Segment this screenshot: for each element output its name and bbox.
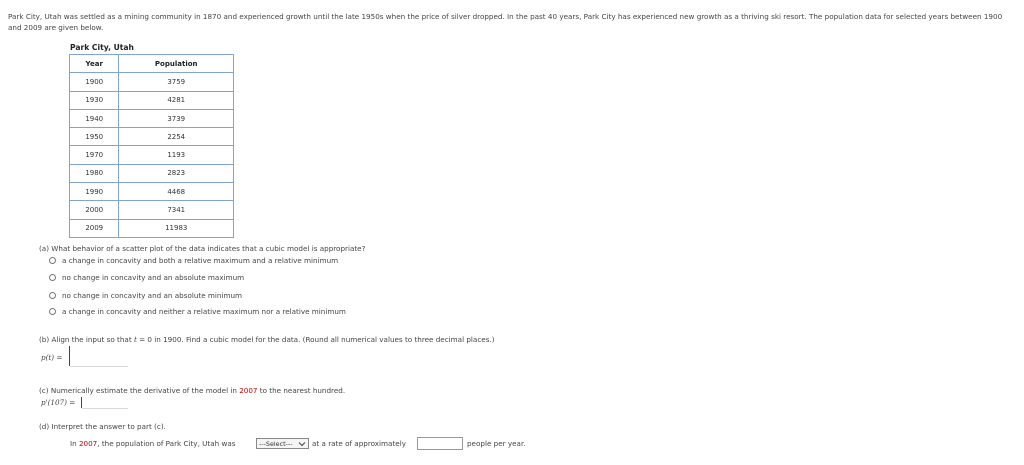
population-cell: 2254 [119,128,234,146]
year-cell: 2009 [70,219,119,237]
text-cursor [69,346,70,366]
radio-button[interactable] [49,257,56,264]
year-cell: 1990 [70,183,119,201]
option-a4[interactable] [49,307,346,316]
year-cell: 1970 [70,146,119,164]
table-row [70,91,234,109]
part-b-text-post: = 0 in 1900. Find a cubic model for the data. (Round all numerical values to three decimal places.) [136,335,495,344]
chevron-down-icon [298,440,306,448]
rate-input[interactable] [417,437,463,450]
text-cursor [81,397,82,408]
table-header-row [70,55,234,73]
option-label: a change in concavity and neither a relative maximum nor a relative minimum [62,307,346,316]
derivative-input[interactable] [82,408,128,409]
population-cell: 3759 [119,73,234,91]
select-value: ---Select--- [259,439,293,448]
year-cell: 1950 [70,128,119,146]
p-of-t-input[interactable] [70,366,128,367]
p-of-t-label: p(t) = [41,353,63,362]
radio-button[interactable] [49,308,56,315]
table-row [70,109,234,127]
year-cell: 1940 [70,109,119,127]
population-cell: 4468 [119,183,234,201]
part-a-question: (a) What behavior of a scatter plot of the data indicates that a cubic model is appropriate? [39,244,366,253]
part-b-text-pre: (b) Align the input so that [39,335,134,344]
table-row [70,201,234,219]
population-cell: 11983 [119,219,234,237]
part-c-question [39,386,345,395]
table-caption: Park City, Utah [70,43,134,52]
year-highlight: 2007 [78,439,98,448]
population-cell: 1193 [119,146,234,164]
sentence-mid: , the population of Park City, Utah was [97,439,236,448]
table-row [70,73,234,91]
sentence-post: at a rate of approximately [312,439,406,448]
year-cell: 2000 [70,201,119,219]
table-row [70,219,234,237]
population-header: Population [119,55,234,73]
table-row [70,183,234,201]
part-d-question: (d) Interpret the answer to part (c). [39,422,166,431]
year-highlight: 2007 [239,386,258,395]
part-c-text-post: to the nearest hundred. [257,386,346,395]
option-a1[interactable] [49,256,338,265]
sentence-pre: In [70,439,79,448]
derivative-label: p'(107) = [41,398,76,407]
option-label: a change in concavity and both a relative maximum and a relative minimum [62,256,339,265]
radio-button[interactable] [49,274,56,281]
year-cell: 1900 [70,73,119,91]
direction-select[interactable] [256,438,309,449]
population-cell: 2823 [119,164,234,182]
part-d-sentence-start [70,439,235,448]
population-cell: 4281 [119,91,234,109]
option-a2[interactable] [49,273,244,282]
option-a3[interactable] [49,291,242,300]
part-b-question [39,335,495,344]
table-row [70,164,234,182]
population-cell: 7341 [119,201,234,219]
table-row [70,146,234,164]
option-label: no change in concavity and an absolute minimum [62,291,243,300]
population-cell: 3739 [119,109,234,127]
option-label: no change in concavity and an absolute maximum [62,273,245,282]
radio-button[interactable] [49,292,56,299]
year-cell: 1930 [70,91,119,109]
year-header: Year [70,55,119,73]
year-cell: 1980 [70,164,119,182]
problem-intro: Park City, Utah was settled as a mining community in 1870 and experienced growth until the late 1950s when the price of silver dropped. In the past 40 years, Park City has experienced new growth as a thriving ski resort. The population data for selected years between 1900 and 2009 are given below. [8,12,1003,32]
unit-label: people per year. [467,439,526,448]
population-table [69,54,234,238]
table-row [70,128,234,146]
part-c-text-pre: (c) Numerically estimate the derivative of the model in [39,386,240,395]
t-variable: t [133,335,137,344]
